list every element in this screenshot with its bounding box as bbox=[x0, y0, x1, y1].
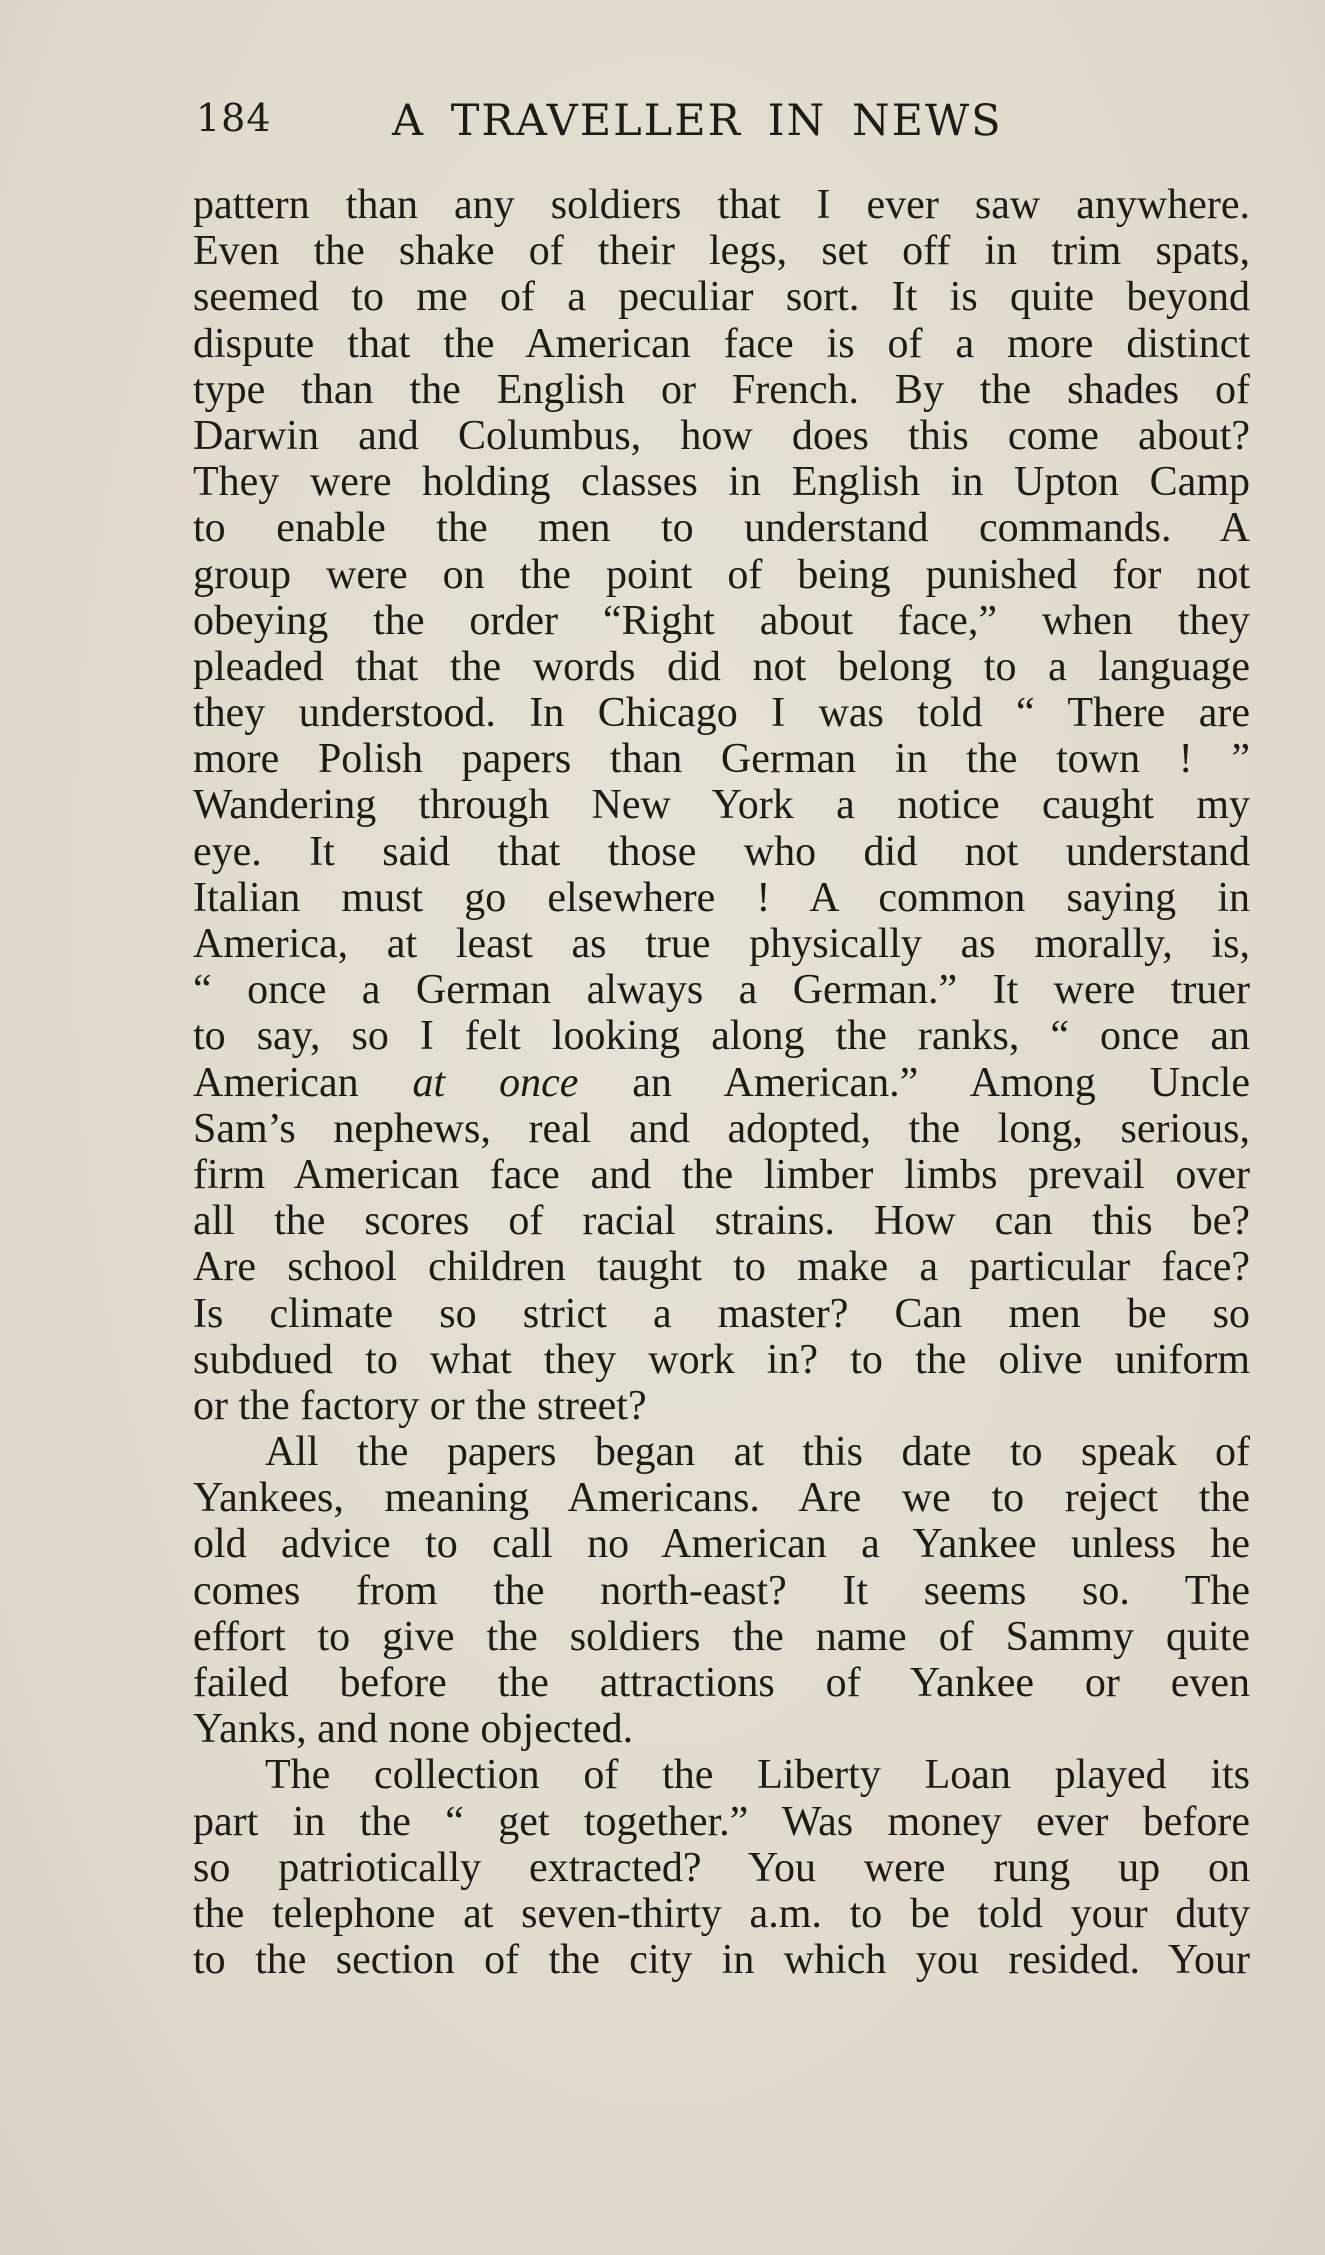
text-line: all the scores of racial strains. How can this be? bbox=[193, 1198, 1250, 1245]
text-line: Are school children taught to make a particular face? bbox=[193, 1244, 1250, 1291]
text-line: old advice to call no American a Yankee unless he bbox=[193, 1521, 1250, 1568]
text-line: obeying the order “Right about face,” when they bbox=[193, 597, 1250, 644]
text-line: to say, so I felt looking along the ranks, “ once an bbox=[193, 1013, 1250, 1060]
text-line: to enable the men to understand commands. A bbox=[193, 505, 1250, 552]
paragraph-first-line: The collection of the Liberty Loan played its bbox=[265, 1752, 1250, 1799]
text-line: more Polish papers than German in the town ! ” bbox=[193, 736, 1250, 783]
text-line: They were holding classes in English in Upton Camp bbox=[193, 459, 1250, 506]
text-line: pattern than any soldiers that I ever saw anywhere. bbox=[193, 182, 1250, 228]
text-line: type than the English or French. By the shades of bbox=[193, 366, 1250, 413]
running-head: A TRAVELLER IN NEWS bbox=[392, 96, 1003, 146]
text-line: America, at least as true physically as morally, is, bbox=[193, 921, 1250, 967]
text-line: failed before the attractions of Yankee or even bbox=[193, 1660, 1250, 1706]
body-text bbox=[193, 182, 1250, 1983]
page-number: 184 bbox=[196, 96, 272, 140]
text-line: or the factory or the street? bbox=[193, 1382, 647, 1429]
text-line: group were on the point of being punished for not bbox=[193, 551, 1250, 598]
text-line: the telephone at seven-thirty a.m. to be told your duty bbox=[193, 1890, 1250, 1937]
text-line: subdued to what they work in? to the olive uniform bbox=[193, 1336, 1250, 1383]
text-line: they understood. In Chicago I was told “ There are bbox=[193, 690, 1250, 737]
text-line: firm American face and the limber limbs prevail over bbox=[193, 1151, 1250, 1198]
text-line: eye. It said that those who did not understand bbox=[193, 828, 1250, 875]
text-segment: an American.” Among Uncle bbox=[578, 1059, 1250, 1106]
text-line: Sam’s nephews, real and adopted, the long, serious, bbox=[193, 1105, 1250, 1152]
page-header bbox=[196, 96, 1250, 156]
text-line: Italian must go elsewhere ! A common saying in bbox=[193, 874, 1250, 921]
text-line-with-italic bbox=[193, 1060, 1250, 1106]
text-line: so patriotically extracted? You were rung up on bbox=[193, 1844, 1250, 1891]
text-line: effort to give the soldiers the name of Sammy quite bbox=[193, 1613, 1250, 1660]
paragraph-first-line: All the papers began at this date to speak of bbox=[265, 1429, 1250, 1476]
text-line: comes from the north-east? It seems so. The bbox=[193, 1567, 1250, 1614]
text-line: “ once a German always a German.” It were truer bbox=[193, 967, 1250, 1014]
italic-phrase: at once bbox=[412, 1059, 579, 1106]
text-line: seemed to me of a peculiar sort. It is quite beyond bbox=[193, 274, 1250, 321]
text-line: part in the “ get together.” Was money ever before bbox=[193, 1798, 1250, 1845]
text-line: Darwin and Columbus, how does this come about? bbox=[193, 412, 1250, 459]
text-segment: American bbox=[193, 1059, 413, 1106]
text-line: Yankees, meaning Americans. Are we to reject the bbox=[193, 1475, 1250, 1522]
text-line: Is climate so strict a master? Can men be so bbox=[193, 1290, 1250, 1337]
text-line: dispute that the American face is of a more distinct bbox=[193, 320, 1250, 367]
text-line: to the section of the city in which you resided. Your bbox=[193, 1937, 1250, 1984]
text-line: Even the shake of their legs, set off in trim spats, bbox=[193, 228, 1250, 275]
text-line: Wandering through New York a notice caught my bbox=[193, 782, 1250, 829]
text-line: Yanks, and none objected. bbox=[193, 1706, 634, 1753]
text-line: pleaded that the words did not belong to a language bbox=[193, 643, 1250, 690]
